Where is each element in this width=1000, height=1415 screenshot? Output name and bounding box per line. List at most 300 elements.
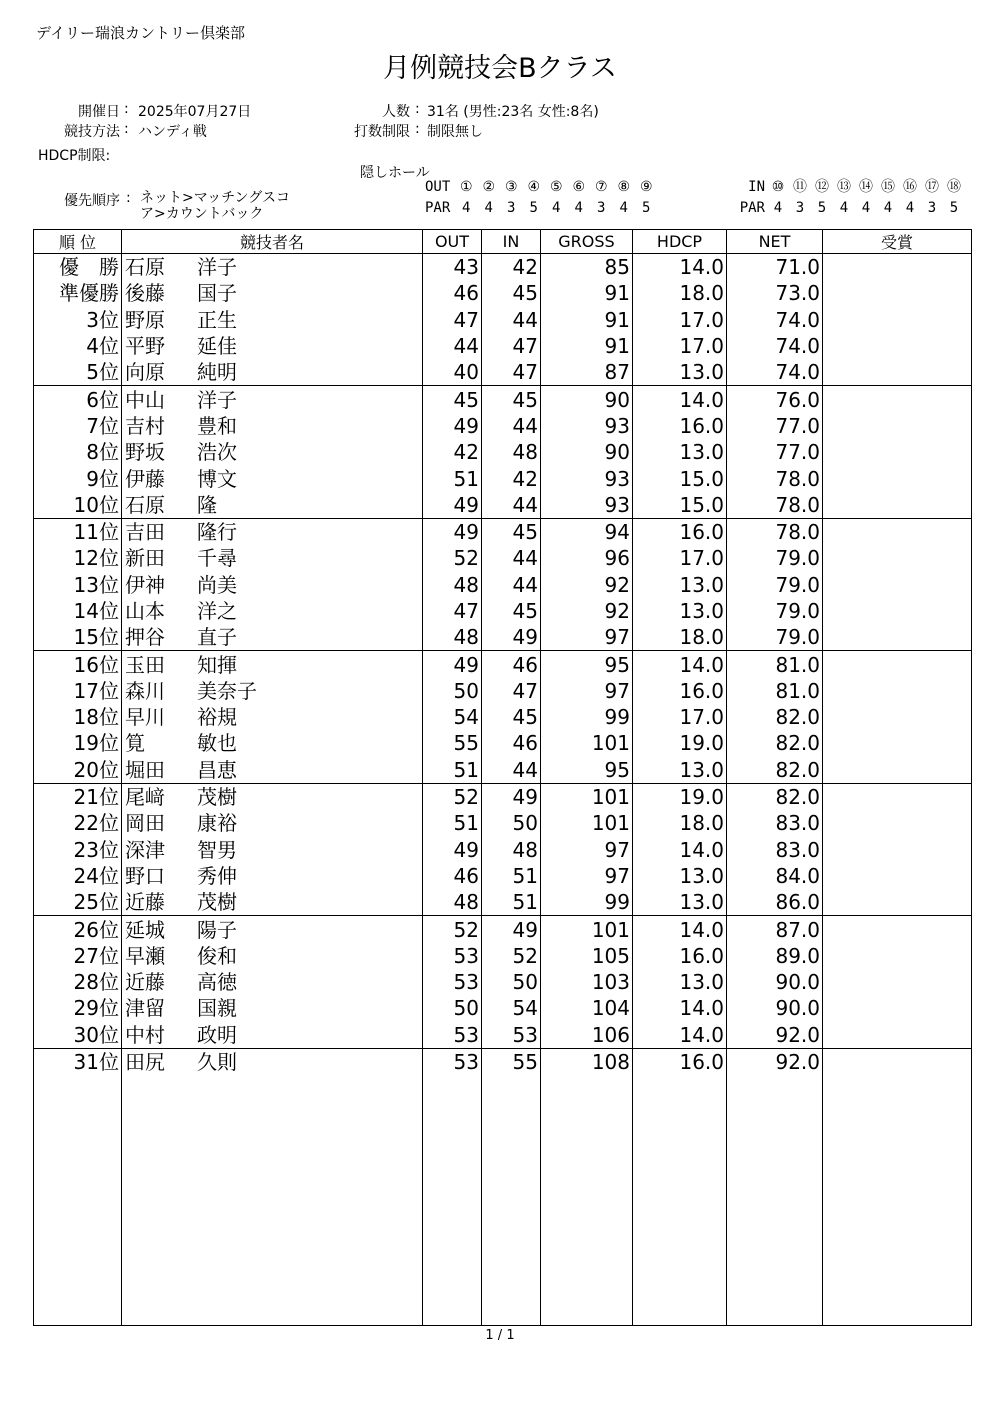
table-row — [34, 572, 972, 598]
hdcp-cell: 16.0 — [633, 413, 727, 439]
out-cell: 53 — [423, 969, 482, 995]
player-cell — [122, 386, 423, 413]
net-cell: 82.0 — [727, 704, 823, 730]
net-cell: 83.0 — [727, 810, 823, 836]
award-cell — [823, 413, 972, 439]
table-row — [34, 863, 972, 889]
player-cell — [122, 1022, 423, 1049]
par-value: 5 — [642, 200, 651, 216]
in-cell: 42 — [482, 465, 541, 491]
gross-cell: 91 — [541, 280, 633, 306]
gross-cell: 105 — [541, 943, 633, 969]
col-out: OUT — [423, 230, 482, 254]
award-cell — [823, 333, 972, 359]
table-row — [34, 518, 972, 545]
col-in: IN — [482, 230, 541, 254]
award-cell — [823, 439, 972, 465]
rank-cell: 11位 — [34, 518, 122, 545]
player-cell — [122, 280, 423, 306]
given-name: 尚美 — [197, 572, 237, 597]
people-label: 人数 — [382, 104, 410, 120]
gross-cell: 92 — [541, 572, 633, 598]
hdcp-cell: 14.0 — [633, 1022, 727, 1049]
surname: 堀田 — [125, 757, 165, 782]
net-cell: 84.0 — [727, 863, 823, 889]
given-name: 陽子 — [197, 917, 237, 942]
net-cell: 78.0 — [727, 518, 823, 545]
out-cell: 44 — [423, 333, 482, 359]
gross-cell: 97 — [541, 837, 633, 863]
player-cell — [122, 598, 423, 624]
player-cell — [122, 545, 423, 571]
given-name: 知揮 — [197, 652, 237, 677]
out-cell: 46 — [423, 280, 482, 306]
net-cell: 78.0 — [727, 465, 823, 491]
par-value: 3 — [927, 200, 937, 216]
par-value: 4 — [484, 200, 493, 216]
hdcp-cell: 18.0 — [633, 280, 727, 306]
rank-cell: 24位 — [34, 863, 122, 889]
gross-cell: 93 — [541, 492, 633, 519]
surname: 延城 — [125, 917, 165, 942]
priority-line-2: ア>カウントバック — [140, 206, 264, 222]
in-cell: 50 — [482, 810, 541, 836]
col-hdcp: HDCP — [633, 230, 727, 254]
gross-cell: 87 — [541, 359, 633, 386]
net-cell: 76.0 — [727, 386, 823, 413]
rank-cell: 23位 — [34, 837, 122, 863]
table-row — [34, 889, 972, 916]
player-cell — [122, 730, 423, 756]
out-cell: 55 — [423, 730, 482, 756]
in-cell: 44 — [482, 307, 541, 333]
hole-number: ⑩ — [771, 179, 785, 195]
hdcp-cell: 13.0 — [633, 863, 727, 889]
rank-cell: 3位 — [34, 307, 122, 333]
net-cell: 82.0 — [727, 783, 823, 810]
player-cell — [122, 810, 423, 836]
hole-number: ⑦ — [594, 179, 608, 195]
hdcp-cell: 13.0 — [633, 572, 727, 598]
table-row — [34, 545, 972, 571]
award-cell — [823, 307, 972, 333]
par-value: 4 — [905, 200, 915, 216]
table-row — [34, 333, 972, 359]
par-value: 3 — [795, 200, 805, 216]
table-row — [34, 651, 972, 678]
in-cell: 47 — [482, 678, 541, 704]
hdcp-limit-label: HDCP制限: — [38, 148, 111, 164]
col-net: NET — [727, 230, 823, 254]
table-row — [34, 783, 972, 810]
par-value: 3 — [507, 200, 516, 216]
in-cell: 54 — [482, 995, 541, 1021]
table-row — [34, 810, 972, 836]
player-cell — [122, 757, 423, 784]
col-rank: 順 位 — [34, 230, 122, 254]
given-name: 隆 — [197, 492, 217, 517]
award-cell — [823, 545, 972, 571]
gross-cell: 85 — [541, 254, 633, 281]
out-cell: 48 — [423, 889, 482, 916]
priority-label: 優先順序 — [64, 193, 120, 209]
rank-cell: 31位 — [34, 1048, 122, 1075]
net-cell: 87.0 — [727, 916, 823, 943]
out-cell: 52 — [423, 783, 482, 810]
player-cell — [122, 995, 423, 1021]
rank-cell: 優 勝 — [34, 254, 122, 281]
net-cell: 89.0 — [727, 943, 823, 969]
gross-cell: 97 — [541, 678, 633, 704]
rank-cell: 8位 — [34, 439, 122, 465]
empty-space-row — [34, 1075, 972, 1326]
hdcp-cell: 16.0 — [633, 943, 727, 969]
rank-cell: 22位 — [34, 810, 122, 836]
gross-cell: 104 — [541, 995, 633, 1021]
in-cell: 44 — [482, 492, 541, 519]
net-cell: 74.0 — [727, 359, 823, 386]
hole-number: ① — [459, 179, 473, 195]
out-cell: 49 — [423, 837, 482, 863]
given-name: 智男 — [197, 837, 237, 862]
net-cell: 90.0 — [727, 969, 823, 995]
award-cell — [823, 783, 972, 810]
player-cell — [122, 439, 423, 465]
hole-number: ⑱ — [947, 179, 961, 195]
award-cell — [823, 916, 972, 943]
player-cell — [122, 969, 423, 995]
hdcp-cell: 13.0 — [633, 439, 727, 465]
award-cell — [823, 995, 972, 1021]
in-cell: 44 — [482, 413, 541, 439]
col-gross: GROSS — [541, 230, 633, 254]
hdcp-cell: 14.0 — [633, 651, 727, 678]
hdcp-cell: 15.0 — [633, 465, 727, 491]
gross-cell: 91 — [541, 307, 633, 333]
player-cell — [122, 333, 423, 359]
net-cell: 79.0 — [727, 545, 823, 571]
gross-cell: 99 — [541, 889, 633, 916]
out-cell: 48 — [423, 572, 482, 598]
in-cell: 44 — [482, 545, 541, 571]
in-cell: 55 — [482, 1048, 541, 1075]
given-name: 敏也 — [197, 731, 237, 756]
out-cell: 49 — [423, 518, 482, 545]
player-cell — [122, 837, 423, 863]
in-cell: 46 — [482, 730, 541, 756]
hole-number: ④ — [527, 179, 541, 195]
in-cell: 50 — [482, 969, 541, 995]
hole-number: ⑥ — [572, 179, 586, 195]
rank-cell: 19位 — [34, 730, 122, 756]
given-name: 康裕 — [197, 811, 237, 836]
given-name: 美奈子 — [197, 678, 257, 703]
out-cell: 45 — [423, 386, 482, 413]
rank-cell: 29位 — [34, 995, 122, 1021]
limit-label: 打数制限 — [354, 124, 410, 140]
award-cell — [823, 810, 972, 836]
out-label: OUT — [425, 179, 451, 195]
player-cell — [122, 254, 423, 281]
in-cell: 49 — [482, 783, 541, 810]
rank-cell: 7位 — [34, 413, 122, 439]
given-name: 正生 — [197, 307, 237, 332]
surname: 平野 — [125, 334, 165, 359]
surname: 石原 — [125, 492, 165, 517]
player-cell — [122, 916, 423, 943]
par-value: 4 — [839, 200, 849, 216]
surname: 伊藤 — [125, 466, 165, 491]
table-row — [34, 465, 972, 491]
award-cell — [823, 518, 972, 545]
player-cell — [122, 359, 423, 386]
out-cell: 51 — [423, 465, 482, 491]
rank-cell: 30位 — [34, 1022, 122, 1049]
hole-number: ⑭ — [859, 179, 873, 195]
table-row — [34, 359, 972, 386]
award-cell — [823, 280, 972, 306]
given-name: 国子 — [197, 281, 237, 306]
net-cell: 74.0 — [727, 333, 823, 359]
out-cell: 53 — [423, 943, 482, 969]
rank-cell: 26位 — [34, 916, 122, 943]
net-cell: 79.0 — [727, 572, 823, 598]
player-cell — [122, 651, 423, 678]
colon: : — [124, 121, 129, 137]
net-cell: 92.0 — [727, 1022, 823, 1049]
method-value: ハンディ戦 — [138, 124, 207, 140]
out-cell: 50 — [423, 995, 482, 1021]
rank-cell: 17位 — [34, 678, 122, 704]
gross-cell: 92 — [541, 598, 633, 624]
hdcp-cell: 15.0 — [633, 492, 727, 519]
club-name: デイリー瑞浪カントリー倶楽部 — [36, 24, 245, 42]
rank-cell: 15位 — [34, 624, 122, 651]
award-cell — [823, 678, 972, 704]
out-cell: 50 — [423, 678, 482, 704]
rank-cell: 25位 — [34, 889, 122, 916]
table-row — [34, 598, 972, 624]
gross-cell: 90 — [541, 386, 633, 413]
given-name: 裕規 — [197, 705, 237, 730]
par-value: 4 — [883, 200, 893, 216]
gross-cell: 99 — [541, 704, 633, 730]
hdcp-cell: 17.0 — [633, 704, 727, 730]
col-award: 受賞 — [823, 230, 972, 254]
in-holes-row — [733, 180, 965, 195]
out-cell: 54 — [423, 704, 482, 730]
in-cell: 45 — [482, 386, 541, 413]
surname: 後藤 — [125, 281, 165, 306]
surname: 津留 — [125, 996, 165, 1021]
given-name: 高徳 — [197, 970, 237, 995]
in-par-row — [733, 201, 965, 216]
hdcp-cell: 13.0 — [633, 359, 727, 386]
out-cell: 43 — [423, 254, 482, 281]
surname: 田尻 — [125, 1050, 165, 1075]
rank-cell: 21位 — [34, 783, 122, 810]
rank-cell: 16位 — [34, 651, 122, 678]
table-row — [34, 1022, 972, 1049]
award-cell — [823, 730, 972, 756]
results-table — [33, 229, 972, 1326]
out-cell: 46 — [423, 863, 482, 889]
in-cell: 46 — [482, 651, 541, 678]
net-cell: 92.0 — [727, 1048, 823, 1075]
hole-number: ⑪ — [793, 179, 807, 195]
player-cell — [122, 704, 423, 730]
gross-cell: 93 — [541, 465, 633, 491]
player-cell — [122, 1048, 423, 1075]
given-name: 洋子 — [197, 387, 237, 412]
rank-cell: 4位 — [34, 333, 122, 359]
in-cell: 49 — [482, 916, 541, 943]
table-row — [34, 280, 972, 306]
table-row — [34, 1048, 972, 1075]
gross-cell: 91 — [541, 333, 633, 359]
rank-cell: 27位 — [34, 943, 122, 969]
gross-cell: 93 — [541, 413, 633, 439]
award-cell — [823, 386, 972, 413]
surname: 中村 — [125, 1022, 165, 1047]
hdcp-cell: 19.0 — [633, 783, 727, 810]
hole-number: ⑮ — [881, 179, 895, 195]
out-cell: 49 — [423, 413, 482, 439]
award-cell — [823, 757, 972, 784]
gross-cell: 101 — [541, 810, 633, 836]
rank-cell: 28位 — [34, 969, 122, 995]
in-cell: 45 — [482, 518, 541, 545]
net-cell: 79.0 — [727, 598, 823, 624]
in-cell: 51 — [482, 889, 541, 916]
player-cell — [122, 413, 423, 439]
player-cell — [122, 518, 423, 545]
surname: 玉田 — [125, 652, 165, 677]
given-name: 昌恵 — [197, 757, 237, 782]
hdcp-cell: 13.0 — [633, 969, 727, 995]
given-name: 直子 — [197, 625, 237, 650]
given-name: 洋之 — [197, 599, 237, 623]
table-row — [34, 916, 972, 943]
player-cell — [122, 863, 423, 889]
given-name: 茂樹 — [197, 890, 237, 915]
in-cell: 48 — [482, 837, 541, 863]
player-cell — [122, 624, 423, 651]
award-cell — [823, 1022, 972, 1049]
gross-cell: 108 — [541, 1048, 633, 1075]
date-value: 2025年07月27日 — [138, 104, 252, 120]
rank-cell: 5位 — [34, 359, 122, 386]
award-cell — [823, 651, 972, 678]
out-cell: 42 — [423, 439, 482, 465]
hdcp-cell: 17.0 — [633, 333, 727, 359]
hidden-holes-label: 隠しホール — [360, 165, 430, 181]
gross-cell: 95 — [541, 757, 633, 784]
limit-value: 制限無し — [427, 124, 483, 140]
hole-number: ⑤ — [549, 179, 563, 195]
hdcp-cell: 16.0 — [633, 1048, 727, 1075]
in-label: IN — [748, 179, 765, 195]
hdcp-cell: 19.0 — [633, 730, 727, 756]
par-value: 5 — [529, 200, 538, 216]
in-cell: 51 — [482, 863, 541, 889]
table-row — [34, 307, 972, 333]
given-name: 洋子 — [197, 255, 237, 280]
rank-cell: 14位 — [34, 598, 122, 624]
award-cell — [823, 969, 972, 995]
surname: 早川 — [125, 705, 165, 730]
hdcp-cell: 13.0 — [633, 757, 727, 784]
out-cell: 53 — [423, 1022, 482, 1049]
par-value: 4 — [861, 200, 871, 216]
hdcp-cell: 14.0 — [633, 916, 727, 943]
given-name: 浩次 — [197, 440, 237, 465]
par-label: PAR — [739, 200, 765, 216]
out-cell: 49 — [423, 492, 482, 519]
given-name: 久則 — [197, 1050, 237, 1075]
player-cell — [122, 783, 423, 810]
hole-number: ⑫ — [815, 179, 829, 195]
gross-cell: 106 — [541, 1022, 633, 1049]
hole-number: ⑧ — [617, 179, 631, 195]
out-cell: 49 — [423, 651, 482, 678]
gross-cell: 101 — [541, 916, 633, 943]
surname: 早瀬 — [125, 943, 165, 968]
par-value: 3 — [597, 200, 606, 216]
player-cell — [122, 492, 423, 519]
par-value: 4 — [552, 200, 561, 216]
out-cell: 47 — [423, 307, 482, 333]
net-cell: 81.0 — [727, 651, 823, 678]
award-cell — [823, 572, 972, 598]
out-cell: 48 — [423, 624, 482, 651]
surname: 野原 — [125, 307, 165, 332]
date-label: 開催日 — [78, 104, 120, 120]
award-cell — [823, 598, 972, 624]
par-value: 4 — [619, 200, 628, 216]
award-cell — [823, 254, 972, 281]
given-name: 国親 — [197, 996, 237, 1021]
gross-cell: 96 — [541, 545, 633, 571]
given-name: 延佳 — [197, 334, 237, 359]
table-row — [34, 730, 972, 756]
given-name: 千尋 — [197, 546, 237, 571]
colon: : — [126, 190, 131, 206]
player-cell — [122, 572, 423, 598]
surname: 押谷 — [125, 625, 165, 650]
out-cell: 52 — [423, 916, 482, 943]
gross-cell: 97 — [541, 624, 633, 651]
gross-cell: 97 — [541, 863, 633, 889]
table-row — [34, 386, 972, 413]
out-par-row — [425, 201, 658, 216]
rank-cell: 12位 — [34, 545, 122, 571]
award-cell — [823, 704, 972, 730]
out-cell: 51 — [423, 810, 482, 836]
player-cell — [122, 678, 423, 704]
net-cell: 81.0 — [727, 678, 823, 704]
in-cell: 45 — [482, 598, 541, 624]
surname: 向原 — [125, 360, 165, 385]
table-row — [34, 969, 972, 995]
rank-cell: 準優勝 — [34, 280, 122, 306]
net-cell: 83.0 — [727, 837, 823, 863]
in-cell: 53 — [482, 1022, 541, 1049]
award-cell — [823, 889, 972, 916]
gross-cell: 103 — [541, 969, 633, 995]
net-cell: 77.0 — [727, 439, 823, 465]
out-cell: 53 — [423, 1048, 482, 1075]
